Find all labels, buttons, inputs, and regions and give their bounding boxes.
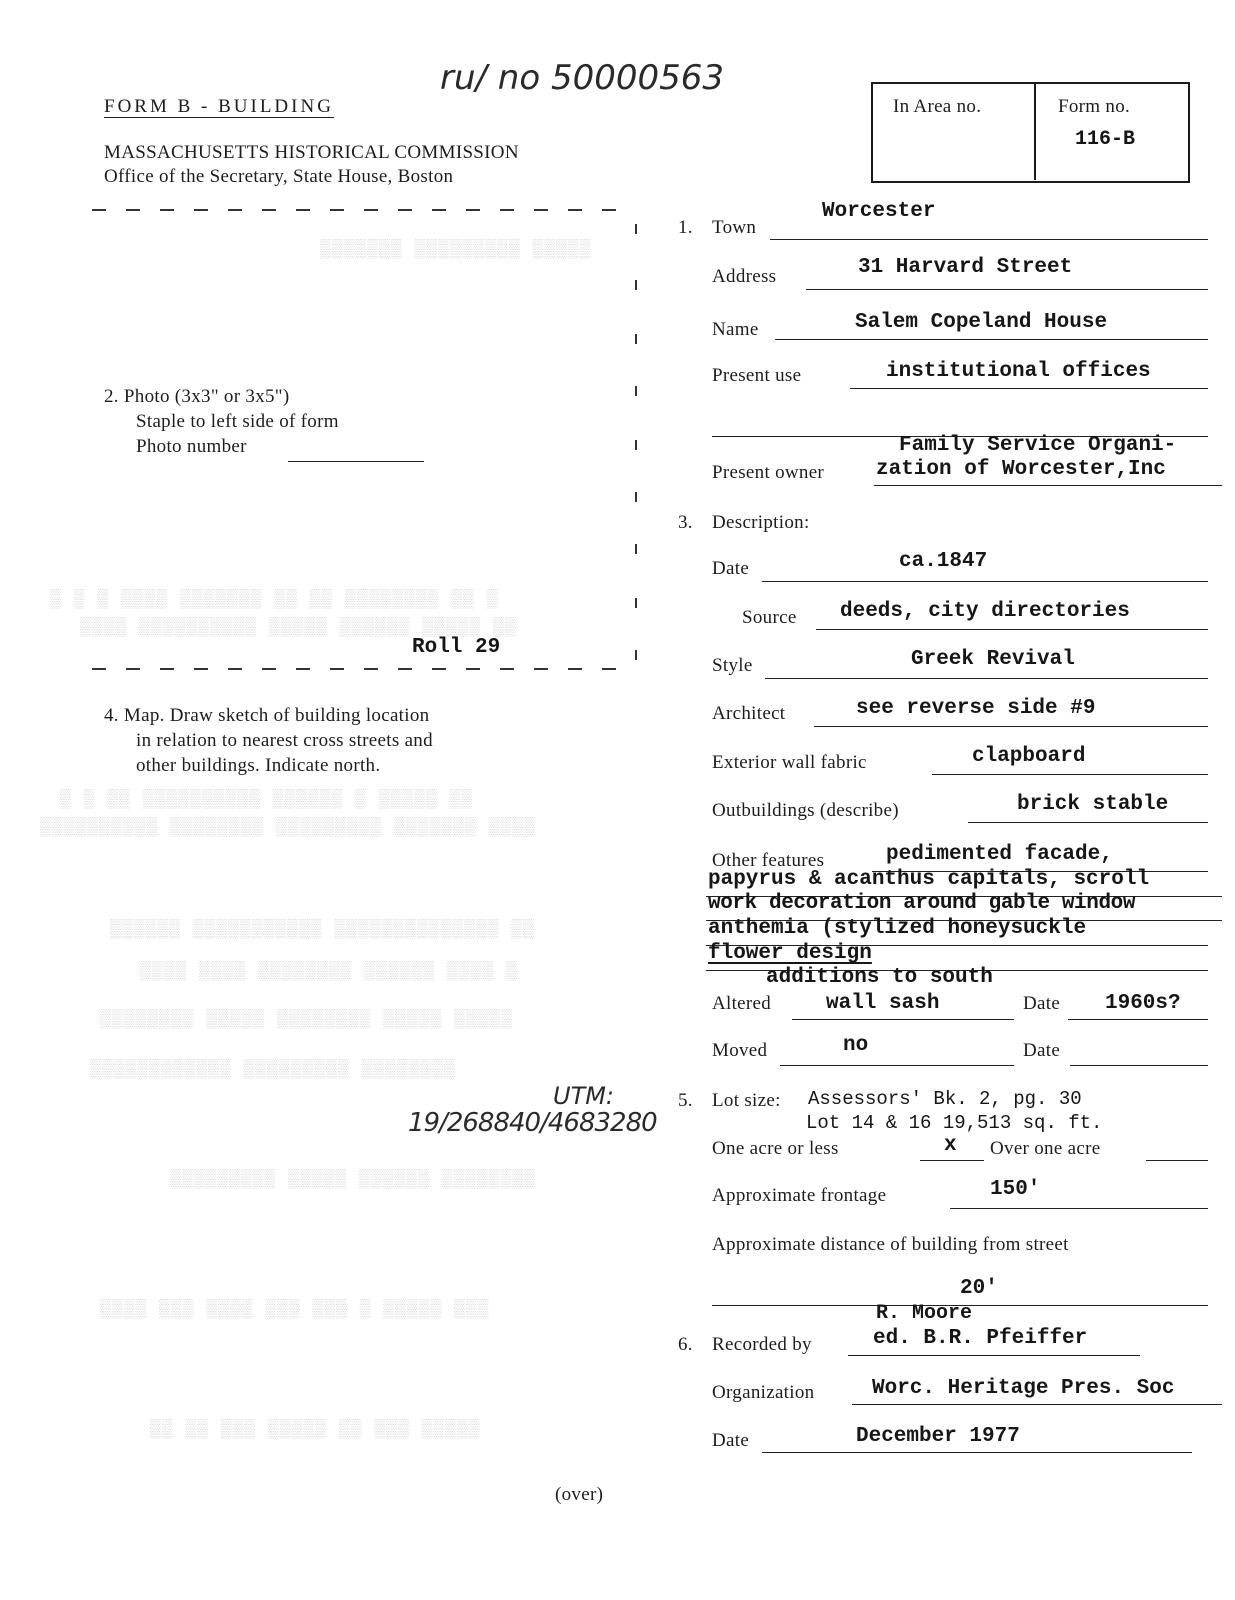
utm-label: UTM: bbox=[553, 1082, 615, 1110]
name-line bbox=[775, 339, 1208, 340]
photo-instruction-1: 2. Photo (3x3" or 3x5") bbox=[104, 386, 290, 407]
other-features-value-4: anthemia (stylized honeysuckle bbox=[708, 917, 1087, 940]
map-instruction-1: 4. Map. Draw sketch of building location bbox=[104, 705, 430, 726]
column-tick bbox=[635, 334, 637, 344]
architect-value: see reverse side #9 bbox=[856, 697, 1096, 720]
separator-dash bbox=[194, 668, 208, 670]
bleed-through-mark: ▒▒▒▒▒▒▒▒ ▒▒▒▒▒ ▒▒▒▒▒▒▒▒ ▒▒▒▒▒ ▒▒▒▒▒ bbox=[100, 1010, 514, 1030]
town-label: Town bbox=[712, 217, 757, 238]
acre-over-line bbox=[1146, 1160, 1208, 1161]
column-tick bbox=[635, 544, 637, 554]
distance-label: Approximate distance of building from street bbox=[712, 1234, 1069, 1255]
frontage-label: Approximate frontage bbox=[712, 1185, 887, 1206]
bleed-through-mark: ▒▒▒▒ ▒▒▒▒ ▒▒▒▒▒▒▒▒ ▒▒▒▒▒▒ ▒▒▒▒ ▒ bbox=[140, 962, 518, 982]
owner-line bbox=[874, 485, 1222, 486]
moved-line bbox=[780, 1065, 1014, 1066]
acre-less-line bbox=[920, 1160, 984, 1161]
recorded-by-number: 6. bbox=[678, 1334, 693, 1355]
town-line bbox=[770, 239, 1208, 240]
altered-note: additions to south bbox=[766, 966, 993, 989]
separator-dash bbox=[364, 209, 378, 211]
column-tick bbox=[635, 386, 637, 396]
lot-size-label: Lot size: bbox=[712, 1090, 781, 1111]
present-use-line bbox=[850, 388, 1208, 389]
bleed-through-mark: ▒▒▒▒▒▒ ▒▒▒▒▒▒▒▒▒▒▒ ▒▒▒▒▒▒▒▒▒▒▒▒▒▒ ▒▒ bbox=[110, 920, 535, 940]
architect-line bbox=[814, 726, 1208, 727]
separator-dash bbox=[398, 668, 412, 670]
other-features-value-5: flower design bbox=[708, 942, 872, 965]
column-tick bbox=[635, 224, 637, 234]
separator-dash bbox=[126, 668, 140, 670]
lot-size-number: 5. bbox=[678, 1090, 693, 1111]
lot-size-value-2: Lot 14 & 16 19,513 sq. ft. bbox=[806, 1112, 1103, 1134]
wall-fabric-value: clapboard bbox=[972, 745, 1086, 768]
bleed-through-mark: ▒ ▒ ▒ ▒▒▒▒ ▒▒▒▒▒▒▒ ▒▒ ▒▒ ▒▒▒▒▒▒▒▒ ▒▒ ▒ bbox=[50, 590, 499, 610]
separator-dash bbox=[228, 209, 242, 211]
frontage-value: 150' bbox=[990, 1178, 1041, 1201]
form-no-label: Form no. bbox=[1058, 96, 1131, 117]
utm-value: 19/268840/4683280 bbox=[408, 1108, 657, 1138]
outbuildings-value: brick stable bbox=[1017, 793, 1169, 816]
altered-date-line bbox=[1068, 1019, 1208, 1020]
source-line bbox=[816, 629, 1208, 630]
outbuildings-line bbox=[968, 822, 1208, 823]
name-label: Name bbox=[712, 319, 759, 340]
photo-number-line bbox=[288, 461, 424, 462]
separator-dash bbox=[330, 668, 344, 670]
frontage-line bbox=[950, 1208, 1208, 1209]
other-features-value-3: work decoration around gable window bbox=[708, 892, 1136, 915]
column-tick bbox=[635, 598, 637, 608]
bleed-through-mark: ▒ ▒ ▒▒ ▒▒▒▒▒▒▒▒▒▒ ▒▒▒▒▒▒ ▒ ▒▒▒▒▒ ▒▒ bbox=[60, 790, 474, 810]
wall-fabric-label: Exterior wall fabric bbox=[712, 752, 867, 773]
separator-dash bbox=[296, 668, 310, 670]
distance-value: 20' bbox=[960, 1277, 998, 1300]
over-note: (over) bbox=[555, 1484, 604, 1505]
form-no-value: 116-B bbox=[1075, 128, 1136, 151]
separator-dash bbox=[126, 209, 140, 211]
date-label: Date bbox=[712, 558, 750, 579]
present-use-value: institutional offices bbox=[886, 360, 1151, 383]
separator-dash bbox=[602, 668, 616, 670]
altered-date-value: 1960s? bbox=[1105, 992, 1181, 1015]
separator-dash bbox=[228, 668, 242, 670]
style-value: Greek Revival bbox=[911, 648, 1075, 671]
acre-over-label: Over one acre bbox=[990, 1138, 1101, 1159]
address-line bbox=[806, 289, 1208, 290]
separator-dash bbox=[398, 209, 412, 211]
column-tick bbox=[635, 280, 637, 290]
address-value: 31 Harvard Street bbox=[858, 256, 1073, 279]
separator-dash bbox=[160, 209, 174, 211]
separator-dash bbox=[364, 668, 378, 670]
separator-dash bbox=[534, 209, 548, 211]
altered-label: Altered bbox=[712, 993, 772, 1014]
separator-dash bbox=[534, 668, 548, 670]
altered-value: wall sash bbox=[826, 992, 940, 1015]
record-date-label: Date bbox=[712, 1430, 750, 1451]
bleed-through-mark: ▒▒ ▒▒ ▒▒▒ ▒▒▒▒▒ ▒▒ ▒▒▒ ▒▒▒▒▒ bbox=[150, 1420, 481, 1440]
acre-less-value: x bbox=[944, 1134, 957, 1157]
commission-office: Office of the Secretary, State House, Boston bbox=[104, 166, 454, 187]
present-use-label: Present use bbox=[712, 365, 802, 386]
roll-number: Roll 29 bbox=[412, 636, 501, 659]
source-value: deeds, city directories bbox=[840, 600, 1130, 623]
separator-dash bbox=[262, 209, 276, 211]
outbuildings-label: Outbuildings (describe) bbox=[712, 800, 899, 821]
architect-label: Architect bbox=[712, 703, 786, 724]
bleed-through-mark: ▒▒▒▒▒▒▒ ▒▒▒▒▒▒▒▒▒ ▒▒▒▒▒ bbox=[320, 240, 592, 260]
photo-instruction-2: Staple to left side of form bbox=[136, 411, 339, 432]
owner-label: Present owner bbox=[712, 462, 825, 483]
date-line bbox=[762, 581, 1208, 582]
recorded-by-value-1: R. Moore bbox=[876, 1302, 973, 1325]
organization-label: Organization bbox=[712, 1382, 815, 1403]
separator-dash bbox=[160, 668, 174, 670]
other-features-label: Other features bbox=[712, 850, 825, 871]
altered-line bbox=[792, 1019, 1014, 1020]
record-date-line bbox=[762, 1452, 1192, 1453]
form-title: FORM B - BUILDING bbox=[104, 96, 334, 117]
handwritten-inventory-number: ru/ no 50000563 bbox=[440, 58, 725, 98]
map-instruction-2: in relation to nearest cross streets and bbox=[136, 730, 433, 751]
bleed-through-mark: ▒▒▒▒▒▒▒▒▒▒▒▒ ▒▒▒▒▒▒▒▒▒ ▒▒▒▒▒▒▒▒ bbox=[90, 1060, 456, 1080]
recorded-by-line bbox=[848, 1355, 1140, 1356]
moved-date-line bbox=[1070, 1065, 1208, 1066]
separator-dash bbox=[602, 209, 616, 211]
name-value: Salem Copeland House bbox=[855, 311, 1108, 334]
source-label: Source bbox=[742, 607, 797, 628]
moved-value: no bbox=[843, 1034, 869, 1057]
map-instruction-3: other buildings. Indicate north. bbox=[136, 755, 381, 776]
lot-size-value-1: Assessors' Bk. 2, pg. 30 bbox=[808, 1088, 1082, 1110]
town-number: 1. bbox=[678, 217, 693, 238]
column-tick bbox=[635, 650, 637, 660]
recorded-by-label: Recorded by bbox=[712, 1334, 812, 1355]
moved-label: Moved bbox=[712, 1040, 768, 1061]
wall-fabric-line bbox=[932, 774, 1208, 775]
description-number: 3. bbox=[678, 512, 693, 533]
separator-dash bbox=[92, 668, 106, 670]
column-tick bbox=[635, 440, 637, 450]
address-label: Address bbox=[712, 266, 777, 287]
photo-number-label: Photo number bbox=[136, 436, 247, 457]
separator-dash bbox=[466, 668, 480, 670]
style-line bbox=[765, 678, 1208, 679]
separator-dash bbox=[500, 209, 514, 211]
separator-dash bbox=[500, 668, 514, 670]
bleed-through-mark: ▒▒▒▒▒▒▒▒▒▒ ▒▒▒▒▒▒▒▒ ▒▒▒▒▒▒▒▒▒ ▒▒▒▒▒▒▒ ▒▒▒▒ bbox=[40, 818, 536, 838]
separator-dash bbox=[194, 209, 208, 211]
owner-value-line2: zation of Worcester,Inc bbox=[876, 458, 1166, 481]
separator-dash bbox=[568, 668, 582, 670]
organization-line bbox=[852, 1404, 1222, 1405]
separator-dash bbox=[330, 209, 344, 211]
separator-dash bbox=[432, 209, 446, 211]
separator-dash bbox=[92, 209, 106, 211]
other-features-value-1: pedimented facade, bbox=[886, 843, 1113, 866]
commission-name: MASSACHUSETTS HISTORICAL COMMISSION bbox=[104, 142, 519, 163]
separator-dash bbox=[466, 209, 480, 211]
separator-dash bbox=[568, 209, 582, 211]
record-date-value: December 1977 bbox=[856, 1425, 1020, 1448]
bleed-through-mark: ▒▒▒▒ ▒▒▒ ▒▒▒▒ ▒▒▒ ▒▒▒ ▒ ▒▒▒▒▒ ▒▒▒ bbox=[100, 1300, 490, 1320]
bleed-through-mark: ▒▒▒▒▒▒▒▒▒ ▒▒▒▒▒ ▒▒▒▒▒▒ ▒▒▒▒▒▒▒▒ bbox=[170, 1170, 536, 1190]
bleed-through-mark: ▒▒▒▒ ▒▒▒▒▒▒▒▒▒▒ ▒▒▒▒▒ ▒▒▒▒▒▒ ▒▒▒▒▒ ▒▒ bbox=[80, 618, 517, 638]
description-label: Description: bbox=[712, 512, 810, 533]
town-value: Worcester bbox=[822, 200, 936, 223]
separator-dash bbox=[432, 668, 446, 670]
owner-value-line1: Family Service Organi- bbox=[899, 434, 1177, 457]
acre-less-label: One acre or less bbox=[712, 1138, 839, 1159]
separator-dash bbox=[262, 668, 276, 670]
other-features-value-2: papyrus & acanthus capitals, scroll bbox=[708, 868, 1150, 891]
moved-date-label: Date bbox=[1023, 1040, 1061, 1061]
altered-date-label: Date bbox=[1023, 993, 1061, 1014]
column-tick bbox=[635, 492, 637, 502]
area-no-label: In Area no. bbox=[893, 96, 982, 117]
recorded-by-value-2: ed. B.R. Pfeiffer bbox=[873, 1327, 1088, 1350]
style-label: Style bbox=[712, 655, 753, 676]
separator-dash bbox=[296, 209, 310, 211]
date-value: ca.1847 bbox=[899, 550, 988, 573]
area-form-divider bbox=[1034, 83, 1036, 180]
organization-value: Worc. Heritage Pres. Soc bbox=[872, 1377, 1175, 1400]
